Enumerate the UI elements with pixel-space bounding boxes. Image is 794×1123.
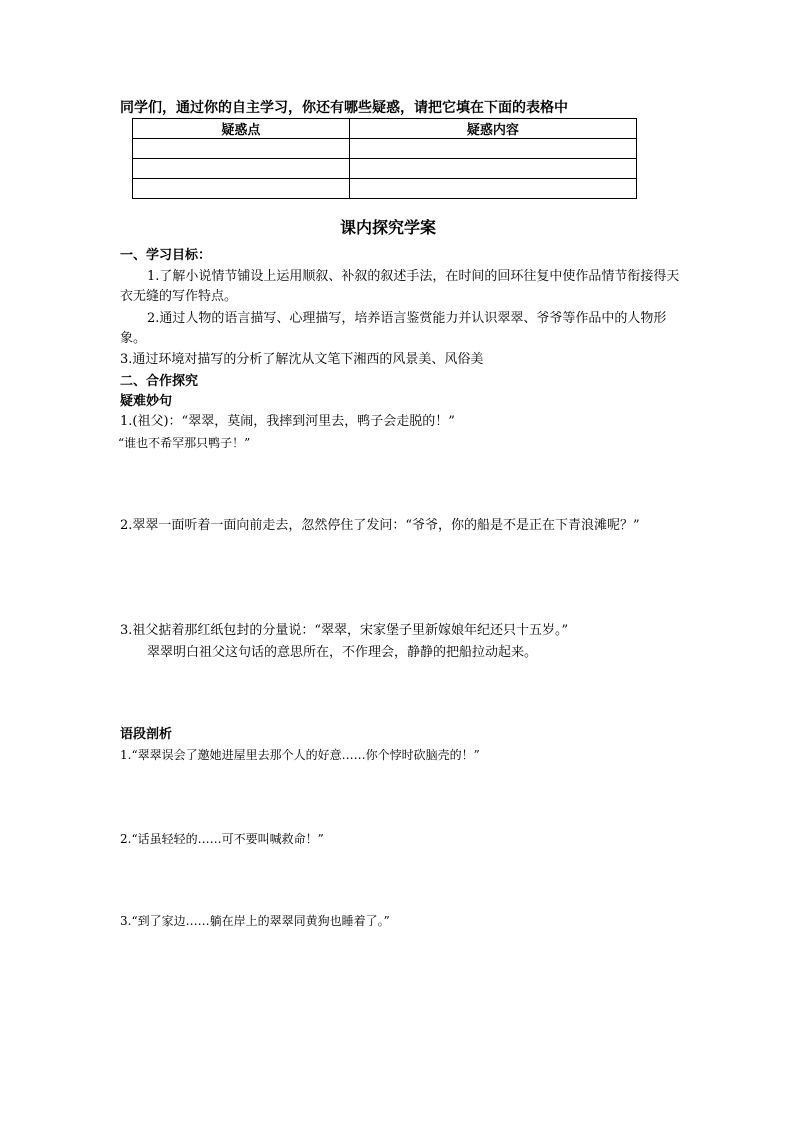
passage-1: 1.“翠翠误会了邀她进屋里去那个人的好意……你个悖时砍脑壳的！” [120,748,480,762]
question-3-line-2: 翠翠明白祖父这句话的意思所在，不作理会，静静的把船拉动起来。 [147,645,538,660]
table-row [133,139,637,159]
question-3-line-1: 3.祖父掂着那红纸包封的分量说：“翠翠，宋家堡子里新嫁娘年纪还只十五岁。” [120,623,569,638]
passage-2: 2.“话虽轻轻的……可不要叫喊救命！” [120,832,324,846]
section-heading-explore: 二、合作探究 [120,374,199,389]
doubts-table [132,118,637,199]
table-cell[interactable] [349,179,636,199]
table-row [133,159,637,179]
table-cell[interactable] [133,159,350,179]
table-row [133,179,637,199]
table-header-row [133,119,637,139]
table-cell[interactable] [349,159,636,179]
goal-item-1: 1.了解小说情节铺设上运用顺叙、补叙的叙述手法，在时间的回环往复中使作品情节衔接得天衣无缝的写作特点。 [120,269,680,304]
passage-3: 3.“到了家边……躺在岸上的翠翠同黄狗也睡着了。” [120,914,390,928]
section-heading-goals: 一、学习目标： [120,248,212,263]
question-2: 2.翠翠一面听着一面向前走去，忽然停住了发问：“爷爷，你的船是不是正在下青浪滩呢？” [120,518,640,533]
table-header-cell: 疑惑点 [133,119,350,139]
table-cell[interactable] [349,139,636,159]
table-header-cell: 疑惑内容 [349,119,636,139]
page-title: 课内探究学案 [340,218,437,237]
subheading-passage-analysis: 语段剖析 [120,727,173,742]
question-1-line-1: 1.(祖父)：“翠翠，莫闹，我摔到河里去，鸭子会走脱的！” [120,414,455,429]
table-cell[interactable] [133,139,350,159]
intro-text: 同学们，通过你的自主学习，你还有哪些疑惑，请把它填在下面的表格中 [120,100,568,116]
question-1-line-2: “谁也不希罕那只鸭子！” [118,436,251,450]
table-cell[interactable] [133,179,350,199]
subheading-difficult-sentences: 疑难妙句 [120,394,173,409]
goal-item-2: 2.通过人物的语言描写、心理描写，培养语言鉴赏能力并认识翠翠、爷爷等作品中的人物形象。 [120,311,667,346]
goal-item-3: 3.通过环境对描写的分析了解沈从文笔下湘西的风景美、风俗美 [120,352,484,367]
